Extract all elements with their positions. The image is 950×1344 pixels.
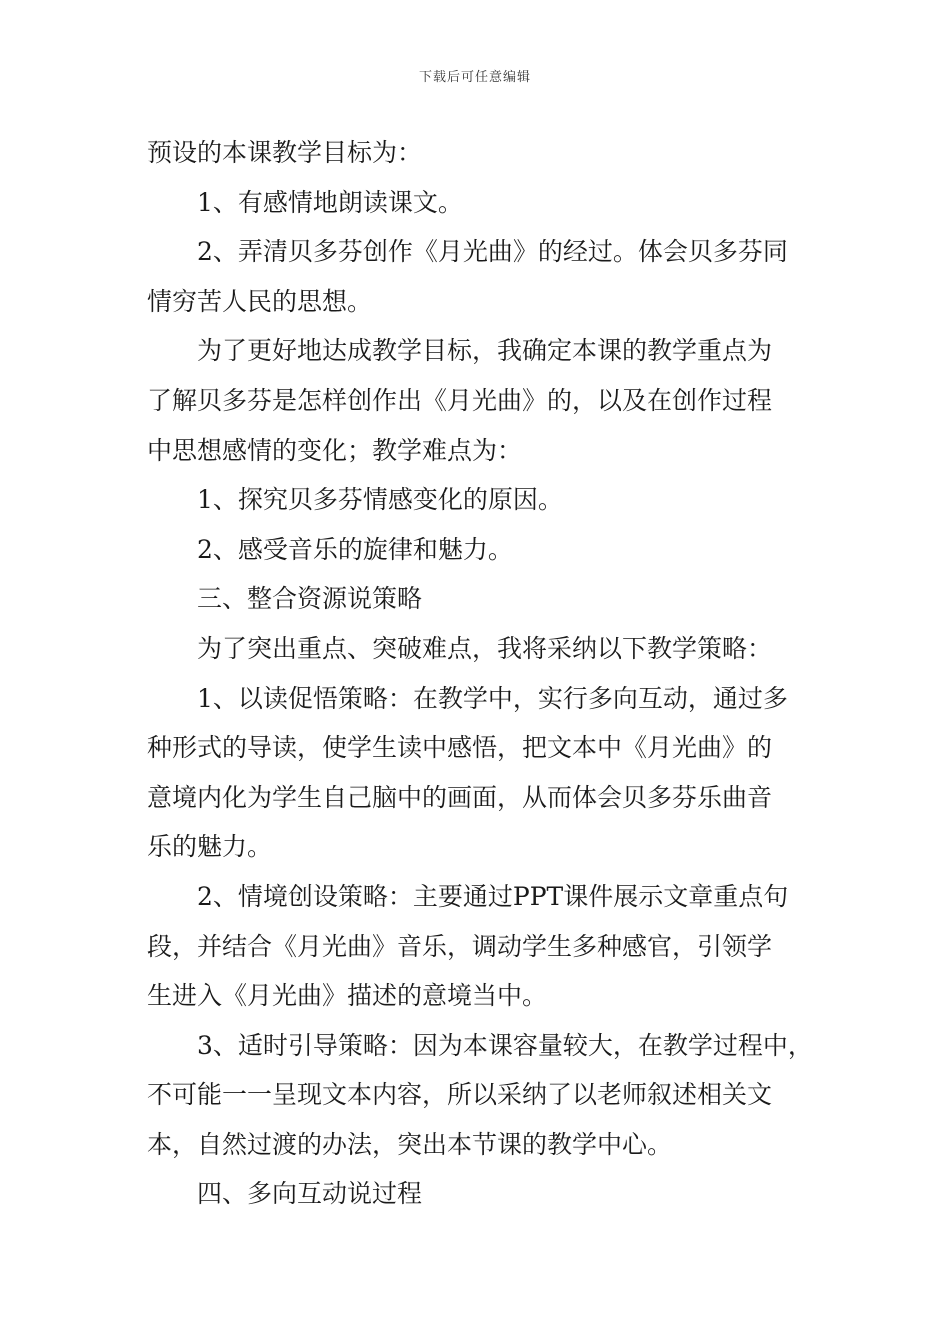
text-line: 了解贝多芬是怎样创作出《月光曲》的，以及在创作过程 [147,385,773,415]
text-line: 乐的魅力。 [147,832,273,862]
text-line: 2、情境创设策略：主要通过PPT课件展示文章重点句 [197,881,789,911]
text-line: 三、整合资源说策略 [197,584,423,614]
text-line: 1、以读促悟策略：在教学中，实行多向互动，通过多 [197,683,788,713]
text-line: 种形式的导读，使学生读中感悟，把文本中《月光曲》的 [147,733,773,763]
page-header: 下载后可任意编辑 [418,70,531,85]
text-line: 3、适时引导策略：因为本课容量较大，在教学过程中， [197,1030,813,1060]
text-line: 2、感受音乐的旋律和魅力。 [197,534,513,564]
text-line: 2、弄清贝多芬创作《月光曲》的经过。体会贝多芬同 [197,237,788,267]
text-line: 生进入《月光曲》描述的意境当中。 [147,981,548,1011]
text-line: 情穷苦人民的思想。 [147,286,373,316]
text-line: 为了突出重点、突破难点，我将采纳以下教学策略： [197,633,773,663]
document-body [147,128,813,1219]
text-line: 本，自然过渡的办法，突出本节课的教学中心。 [147,1129,673,1159]
text-line: 为了更好地达成教学目标，我确定本课的教学重点为 [197,336,773,366]
text-line: 不可能一一呈现文本内容，所以采纳了以老师叙述相关文 [147,1080,773,1110]
text-line: 四、多向互动说过程 [197,1179,423,1209]
text-line: 段，并结合《月光曲》音乐，调动学生多种感官，引领学 [147,931,773,961]
text-line: 1、有感情地朗读课文。 [197,187,463,217]
text-line: 中思想感情的变化；教学难点为： [147,435,523,465]
text-line: 意境内化为学生自己脑中的画面，从而体会贝多芬乐曲音 [147,782,773,812]
text-line: 预设的本课教学目标为： [147,138,423,167]
text-line: 1、探究贝多芬情感变化的原因。 [197,485,563,515]
